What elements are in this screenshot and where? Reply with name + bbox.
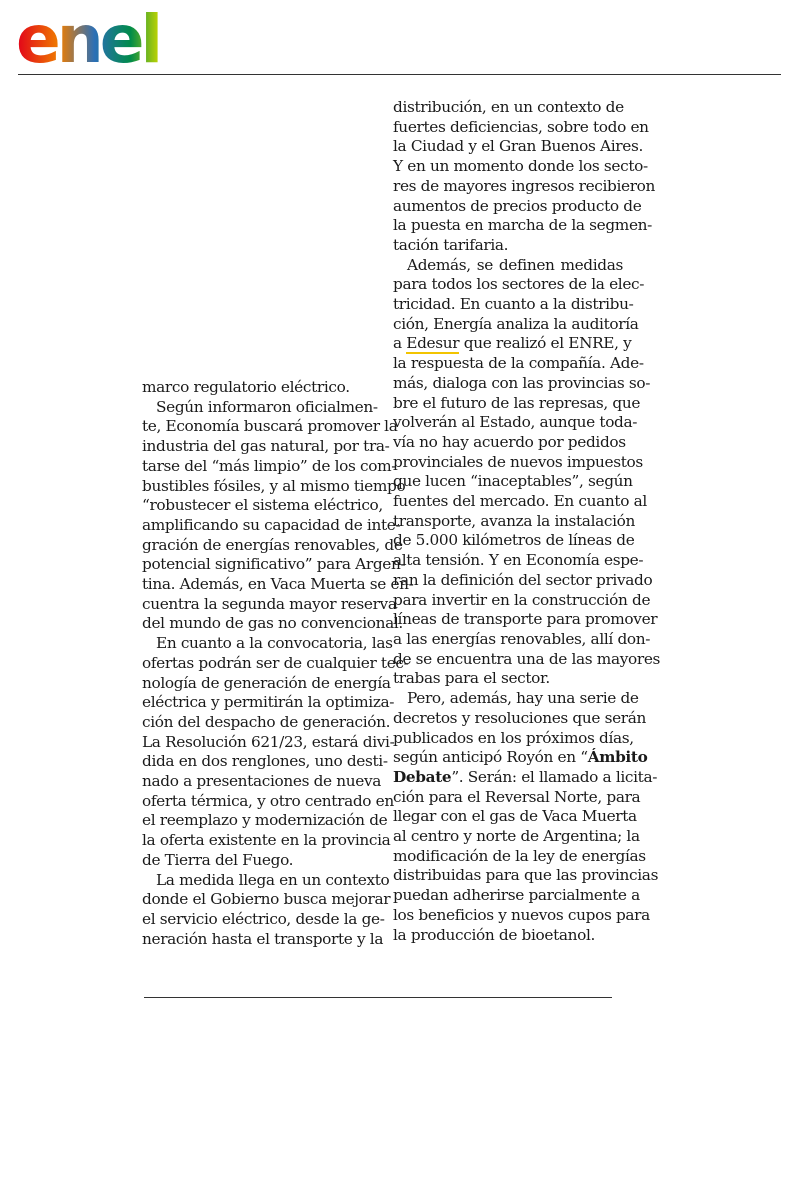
edesur-highlight-link[interactable]: Edesur xyxy=(406,334,460,353)
left-column-line: eléctrica y permitirán la optimiza- xyxy=(142,693,395,712)
left-column-line: neración hasta el transporte y la xyxy=(142,929,384,948)
left-column-line: gración de energías renovables, de xyxy=(142,535,403,554)
right-column-line: la Ciudad y el Gran Buenos Aires. xyxy=(393,137,643,156)
left-column-line: industria del gas natural, por tra- xyxy=(142,437,390,456)
right-column-line: a las energías renovables, allí don- xyxy=(393,629,651,648)
enel-logo-text: enel xyxy=(16,4,160,72)
left-column-line: donde el Gobierno busca mejorar xyxy=(142,890,391,909)
article-right-column xyxy=(393,98,661,945)
enel-logo xyxy=(16,4,186,72)
right-column-line: al centro y norte de Argentina; la xyxy=(393,827,640,846)
left-column-line: cuentra la segunda mayor reserva xyxy=(142,594,397,613)
right-column-line: que lucen “inaceptables”, según xyxy=(393,472,633,491)
left-column-line: bustibles fósiles, y al mismo tiempo xyxy=(142,476,406,495)
right-column-line: tricidad. En cuanto a la distribu- xyxy=(393,295,634,314)
line-fragment: a xyxy=(393,334,407,353)
left-column-line: nado a presentaciones de nueva xyxy=(142,772,382,791)
left-column-line: la oferta existente en la provincia xyxy=(142,831,391,850)
right-column-line: transporte, avanza la instalación xyxy=(393,511,636,530)
right-column-line: alta tensión. Y en Economía espe- xyxy=(393,551,644,570)
right-column-line: de se encuentra una de las mayores xyxy=(393,649,661,668)
right-column-line: más, dialoga con las provincias so- xyxy=(393,373,651,392)
left-column-line: La medida llega en un contexto xyxy=(156,870,390,889)
left-column-line: de Tierra del Fuego. xyxy=(142,850,294,869)
left-column-line: tina. Además, en Vaca Muerta se en- xyxy=(142,575,414,594)
right-column-line: provinciales de nuevos impuestos xyxy=(393,452,643,471)
right-column-line: Y en un momento donde los secto- xyxy=(393,157,648,176)
right-column-line: bre el futuro de las represas, que xyxy=(393,393,641,412)
right-column-line: líneas de transporte para promover xyxy=(393,610,658,629)
left-column-line: amplificando su capacidad de inte- xyxy=(142,515,401,534)
right-column-line: res de mayores ingresos recibieron xyxy=(393,176,656,195)
left-column-line: potencial significativo” para Argen- xyxy=(142,555,406,574)
left-column-line: ción del despacho de generación. xyxy=(142,712,391,731)
right-column-line xyxy=(393,767,658,788)
line-fragment: según anticipó Royón en “ xyxy=(393,748,588,767)
right-column-line: fuentes del mercado. En cuanto al xyxy=(393,492,647,511)
right-column-line: de 5.000 kilómetros de líneas de xyxy=(393,531,635,550)
right-column-line: volverán al Estado, aunque toda- xyxy=(393,413,638,432)
left-column-line: Según informaron oficialmen- xyxy=(156,397,378,416)
right-column-line: trabas para el sector. xyxy=(393,669,550,688)
left-column-line: oferta térmica, y otro centrado en xyxy=(142,791,394,810)
left-column-line: te, Economía buscará promover la xyxy=(142,417,398,436)
right-column-line: para invertir en la construcción de xyxy=(393,590,651,609)
left-column-line: En cuanto a la convocatoria, las xyxy=(156,634,393,653)
right-column-line: ción para el Reversal Norte, para xyxy=(393,787,641,806)
left-column-line: el reemplazo y modernización de xyxy=(142,811,388,830)
right-column-line: la producción de bioetanol. xyxy=(393,925,596,944)
footer-divider xyxy=(144,997,612,998)
right-column-line: Además, se definen medidas xyxy=(407,255,623,274)
left-column-line: “robustecer el sistema eléctrico, xyxy=(142,496,383,515)
left-column-line: dida en dos renglones, uno desti- xyxy=(142,752,388,771)
right-column-line: distribuidas para que las provincias xyxy=(393,866,659,885)
right-column-line: distribución, en un contexto de xyxy=(393,98,624,116)
left-column-line: tarse del “más limpio” de los com- xyxy=(142,456,397,475)
left-column-line: el servicio eléctrico, desde la ge- xyxy=(142,909,385,928)
right-column-line: ran la definición del sector privado xyxy=(393,570,653,589)
left-column-line: marco regulatorio eléctrico. xyxy=(142,378,350,396)
right-column-line: la respuesta de la compañía. Ade- xyxy=(393,354,644,373)
line-fragment: ”. Serán: el llamado a licita- xyxy=(451,767,658,786)
article-left-column xyxy=(142,378,414,949)
right-column-line: vía no hay acuerdo por pedidos xyxy=(393,432,626,451)
line-fragment: que realizó el ENRE, y xyxy=(459,334,632,353)
right-column-line: ción, Energía analiza la auditoría xyxy=(393,314,639,333)
right-column-line xyxy=(393,748,648,768)
bold-source-name: Debate xyxy=(393,767,452,786)
right-column-line: llegar con el gas de Vaca Muerta xyxy=(393,807,637,826)
right-column-line: aumentos de precios producto de xyxy=(393,196,642,215)
left-column-line: nología de generación de energía xyxy=(142,673,391,692)
left-column-line: del mundo de gas no convencional. xyxy=(142,614,403,633)
right-column-line: la puesta en marcha de la segmen- xyxy=(393,216,652,235)
right-column-line: decretos y resoluciones que serán xyxy=(393,708,647,727)
right-column-line: modificación de la ley de energías xyxy=(393,846,646,865)
right-column-line: para todos los sectores de la elec- xyxy=(393,275,645,294)
right-column-line: Pero, además, hay una serie de xyxy=(407,689,639,708)
right-column-line xyxy=(393,334,632,354)
left-column-line: ofertas podrán ser de cualquier tec- xyxy=(142,653,409,672)
right-column-line: puedan adherirse parcialmente a xyxy=(393,886,640,905)
left-column-line: La Resolución 621/23, estará divi- xyxy=(142,732,395,751)
right-column-line: tación tarifaria. xyxy=(393,235,509,254)
right-column-line: fuertes deficiencias, sobre todo en xyxy=(393,117,649,136)
bold-source-name: Ámbito xyxy=(587,748,648,767)
header-divider xyxy=(18,74,781,75)
right-column-line: publicados en los próximos días, xyxy=(393,728,634,747)
right-column-line: los beneficios y nuevos cupos para xyxy=(393,905,650,924)
